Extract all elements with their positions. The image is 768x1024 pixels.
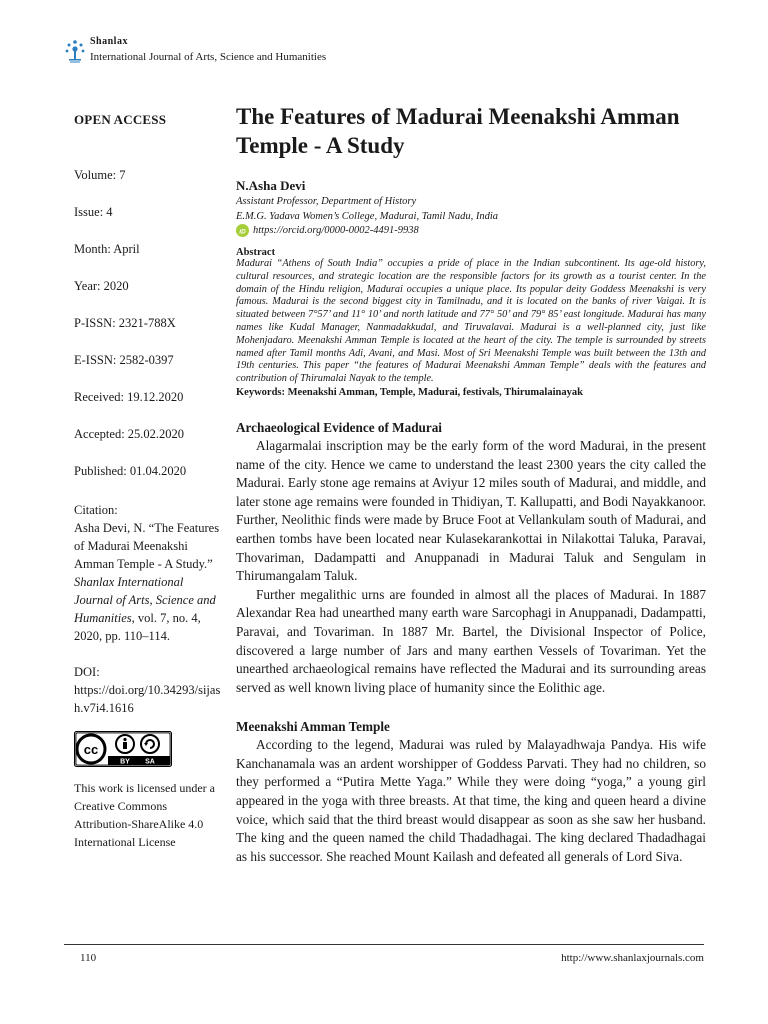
doi-link[interactable]: https://doi.org/10.34293/sijash.v7i4.1616 bbox=[74, 683, 221, 715]
license-text: This work is licensed under a Creative Commons Attribution-ShareAlike 4.0 International License bbox=[74, 781, 215, 849]
article-main bbox=[236, 102, 706, 866]
volume-info: Volume: 7 bbox=[74, 168, 126, 182]
footer-url-link[interactable]: http://www.shanlaxjournals.com bbox=[561, 952, 704, 964]
orcid-link[interactable]: https://orcid.org/0000-0002-4491-9938 bbox=[253, 225, 419, 236]
keywords-label: Keywords: bbox=[236, 386, 288, 398]
received-date: Received: 19.12.2020 bbox=[74, 390, 184, 404]
section-heading: Meenakshi Amman Temple bbox=[236, 719, 390, 735]
p-issn-info: P-ISSN: 2321-788X bbox=[74, 316, 176, 330]
accepted-date: Accepted: 25.02.2020 bbox=[74, 427, 185, 441]
body-paragraph: Further megalithic urns are founded in almost all the places of Madurai. In 1887 Alexandar Rea had unearthed many earth ware Sarcophagi in Anuppanadi, Dadampatti, Paravai, and Tovariman. In 1887 Mr. Bartel, the Divisional Inspector of Police, discovered a large number of Jars and many earthen Vessels of Tovariman. Yet the unearthed archaeological remains have reflected the Madurai and its surrounding areas served as well known living place of humanity since the Eolithic age. bbox=[236, 586, 706, 695]
keywords-line bbox=[236, 387, 706, 398]
publisher-brand: Shanlax bbox=[90, 36, 128, 47]
page-number: 110 bbox=[80, 952, 97, 964]
doi-block bbox=[74, 663, 224, 717]
citation-journal: Shanlax International Journal of Arts, Science and Humanities bbox=[74, 575, 216, 625]
body-paragraph: According to the legend, Madurai was ruled by Malayadhwaja Pandya. His wife Kanchanamala was an ardent worshipper of Goddess Parvati. They had no children, so they performed a “Putira Mette Yaga.” While they were doing “yoga,” a young girl appeared in the yoga with three breasts. At that time, the king and queen heard a divine voice, which said that the third breast would disappear as soon as she saw her husband. The king and the queen named the child Thadadhagai. The king declared Thadadhagai as his successor. She reached Mount Kailash and defeated all generals of Lord Siva. bbox=[236, 737, 706, 864]
doi-label: DOI: bbox=[74, 665, 100, 679]
e-issn-info: E-ISSN: 2582-0397 bbox=[74, 353, 174, 367]
citation-authors: Asha Devi, N. “The Features of Madurai Meenakshi Amman Temple - A Study.” bbox=[74, 521, 220, 571]
cc-by-sa-badge-icon[interactable] bbox=[74, 731, 172, 767]
journal-header bbox=[64, 36, 704, 72]
published-date: Published: 01.04.2020 bbox=[74, 464, 187, 478]
cc-by-text: BY bbox=[120, 758, 130, 766]
year-info: Year: 2020 bbox=[74, 279, 129, 293]
issue-info: Issue: 4 bbox=[74, 205, 113, 219]
author-institution: E.M.G. Yadava Women’s College, Madurai, Tamil Nadu, India bbox=[236, 211, 499, 222]
article-sidebar bbox=[74, 112, 224, 851]
open-access-label: OPEN ACCESS bbox=[74, 112, 167, 127]
body-paragraph: Alagarmalai inscription may be the early form of the word Madurai, in the present name of the city. Hence we came to understand the least 2300 years the city called the Madurai. Early stone age remains at Aviyur 12 miles south of Madurai, and middle, and later stone age remains were founded in Thidiyan, T. Kallupatti, and Bodi Nayakkanoor. Further, Neolithic finds were made by Bruce Foot at Vellankulam south of Madurai, and earthen tombs have been located near Kulasekarankottai in Nilakottai Taluka, Paravai, Thovariman, Dadampatti and Anuppanadi in Madurai Taluk and Sengulam in Thirumangalam Taluk. bbox=[236, 437, 706, 584]
citation-block bbox=[74, 501, 224, 645]
svg-text:cc: cc bbox=[83, 742, 99, 757]
orcid-row bbox=[236, 224, 706, 237]
abstract-label: Abstract bbox=[236, 247, 276, 258]
footer-divider bbox=[64, 944, 704, 945]
shanlax-logo-icon bbox=[64, 38, 86, 64]
author-position: Assistant Professor, Department of History bbox=[236, 196, 417, 207]
keywords-list: Meenakshi Amman, Temple, Madurai, festivals, Thirumalainayak bbox=[287, 386, 583, 398]
svg-text:iD: iD bbox=[239, 228, 246, 236]
orcid-icon bbox=[236, 224, 249, 237]
journal-name: International Journal of Arts, Science and Humanities bbox=[90, 51, 327, 63]
citation-label: Citation: bbox=[74, 503, 118, 517]
article-title: The Features of Madurai Meenakshi Amman Temple - A Study bbox=[236, 104, 680, 158]
citation-details: , vol. 7, no. 4, 2020, pp. 110–114. bbox=[74, 611, 201, 643]
month-info: Month: April bbox=[74, 242, 140, 256]
abstract-text: Madurai “Athens of South India” occupies a pride of place in the Indian subcontinent. Its age-old history, cultural resources, and strategic location are the responsible factors for its growth as a tourist center. In the domain of the Hindu religion, Madurai occupies a unique place. Its popular deity Goddess Meenakshi is very famous. Madurai is the second biggest city in Tamilnadu, and it is located on the banks of river Vaigai. It is situated between 7°57’ and 11° 10’ and north latitude and 77° 50’ and 79° 85’ east longitude. Madurai has many names like Kudal Manager, Nanmadakkudal, and Tiruvalavai. Madurai is a well-planned city, just like Mohenjadaro. Meenakshi Amman Temple is located at the heart of the city. The temple is surrounded by streets named after Tamil months Adi, Avani, and Masi. Most of Sri Meenakshi Temple was built between the 13th and 19th centuries. This paper “the features of Madurai Meenakshi Amman Temple” deals with the features and contribution of Thirumalai Nayak to the temple. bbox=[236, 258, 706, 385]
section-heading: Archaeological Evidence of Madurai bbox=[236, 419, 442, 435]
cc-sa-text: SA bbox=[145, 758, 155, 766]
author-name: N.Asha Devi bbox=[236, 178, 306, 193]
